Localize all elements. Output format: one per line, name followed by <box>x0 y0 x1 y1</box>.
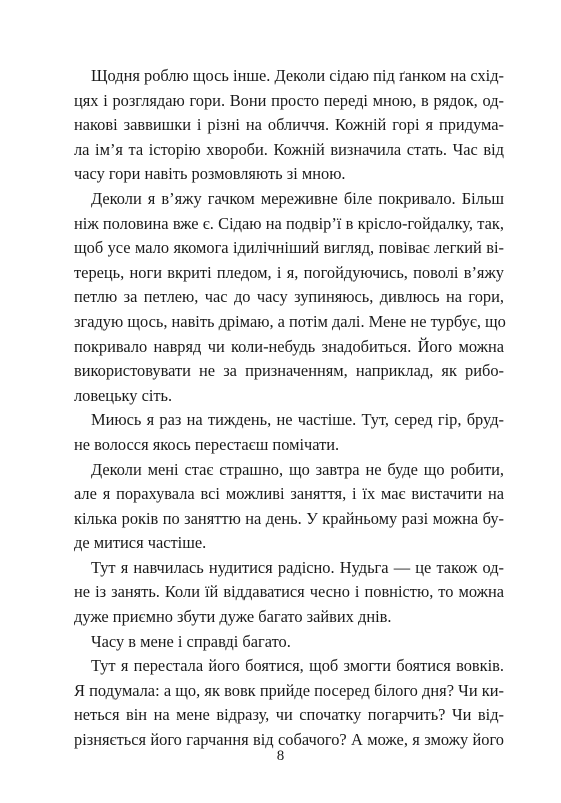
text-line: не із занять. Коли їй віддаватися чесно і повністю, то можна <box>74 582 504 602</box>
text-line: покривало навряд чи коли-небудь знадобиться. Його можна <box>74 336 504 356</box>
text-line: Миюсь я раз на тиждень, не частіше. Тут, серед гір, бруд- <box>91 410 504 430</box>
text-line: Тут я навчилась нудитися радісно. Нудьга — це також од- <box>91 557 504 577</box>
text-line: Деколи я в’яжу гачком мереживне біле покривало. Більш <box>91 188 504 208</box>
text-line: Тут я перестала його боятися, щоб змогти боятися вовків. <box>91 656 504 676</box>
text-line: часу гори навіть розмовляють зі мною. <box>74 164 346 184</box>
text-line: згадую щось, навіть дрімаю, а потім далі. Мене не турбує, що <box>74 311 506 331</box>
text-line: різняється його гарчання від собачого? А може, я зможу його <box>74 730 504 750</box>
page-number: 8 <box>276 748 285 764</box>
text-line: петлю за петлею, час до часу зупиняюсь, дивлюсь на гори, <box>74 287 504 307</box>
text-line: де митися частіше. <box>74 533 207 553</box>
text-line: Деколи мені стає страшно, що завтра не буде що робити, <box>91 459 504 479</box>
text-line: терець, ноги вкриті пледом, і я, погойдуючись, поволі в’яжу <box>74 262 504 282</box>
text-line: неться він на мене відразу, чи спочатку погарчить? Чи від- <box>74 705 504 725</box>
text-line: Часу в мене і справді багато. <box>91 631 291 651</box>
text-line: ніж половина вже є. Сідаю на подвір’ї в крісло-гойдалку, так, <box>74 213 504 233</box>
text-line: не волосся якось перестаєш помічати. <box>74 434 340 454</box>
text-line: накові заввишки і різні на обличчя. Кожній горі я придума- <box>74 115 504 135</box>
text-line: Щодня роблю щось інше. Деколи сідаю під ґанком на схід- <box>91 66 504 85</box>
text-line: Я подумала: а що, як вовк прийде посеред білого дня? Чи ки- <box>74 680 504 700</box>
text-line: використовувати не за призначенням, наприклад, як рибо- <box>74 361 504 381</box>
text-line: ловецьку сіть. <box>74 385 173 405</box>
text-line: кілька років по заняттю на день. У крайньому разі можна бу- <box>74 508 504 528</box>
text-line: але я порахувала всі можливі заняття, і їх має вистачити на <box>74 484 504 504</box>
text-line: щоб усе мало якомога ідилічніший вигляд, повіває легкий ві- <box>74 238 504 258</box>
text-line: цях і розглядаю гори. Вони просто переді мною, в рядок, од- <box>74 90 504 110</box>
body-text <box>74 64 504 753</box>
text-line: ла ім’я та історію хвороби. Кожній визначила стать. Час від <box>74 139 504 159</box>
text-line: дуже приємно збути дуже багато зайвих днів. <box>74 607 392 627</box>
